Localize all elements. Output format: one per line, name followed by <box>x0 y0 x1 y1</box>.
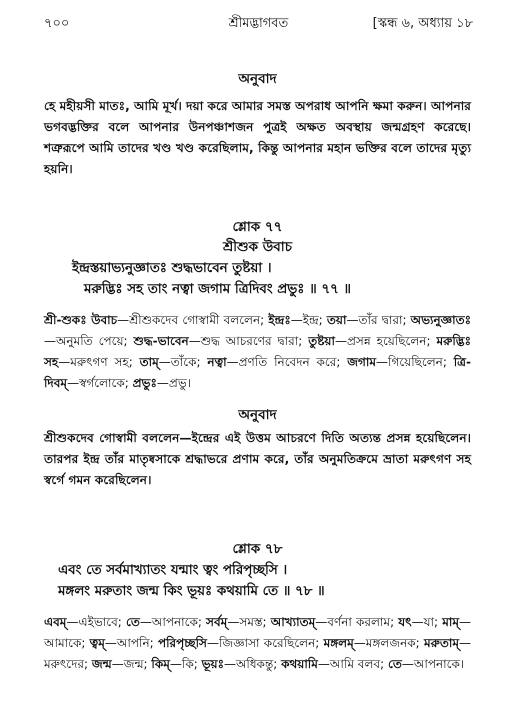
verse-77 <box>44 218 471 491</box>
sanskrit-word: কথয়ামি <box>281 657 318 671</box>
word-meaning: —জন্ম; <box>111 657 152 671</box>
word-meaning: —আপনাকে। <box>401 657 465 671</box>
verse-speaker: শ্রীশুক উবাচ <box>222 239 293 255</box>
word-meaning: —প্রভু। <box>156 376 192 390</box>
verse-line-2: মঙ্গলং মরুতাং জন্ম কিং ভূয়ঃ কথয়ামি তে ॥ ৭৮ ॥ <box>58 584 325 599</box>
word-meaning: —মঙ্গলজনক; <box>353 636 424 650</box>
sanskrit-word: পরিপৃচ্ছসি <box>157 636 207 650</box>
sanskrit-word: তয়া <box>326 313 347 327</box>
sanskrit-word: কিম্ <box>151 657 170 671</box>
sanskrit-word: মাম্ <box>442 615 459 629</box>
sanskrit-word: ত্বম্ <box>89 636 105 650</box>
word-meaning: —অধিকন্তু; <box>224 657 282 671</box>
sanskrit-word: জগাম <box>347 355 377 369</box>
verse-78 <box>44 540 471 675</box>
word-meaning: —আমি বলব; <box>317 657 388 671</box>
word-meaning: —ইন্দ্র; <box>290 313 327 327</box>
word-meaning: —কি; <box>169 657 202 671</box>
verse-line-2: মরুদ্ভিঃ সহ তাং নত্বা জগাম ত্রিদিবং প্রভুঃ ॥ ৭৭ ॥ <box>84 282 351 297</box>
word-meaning: —তাঁকে; <box>158 355 208 369</box>
word-meanings <box>44 310 471 394</box>
word-meanings <box>44 612 471 675</box>
sanskrit-word: ইন্দ্রঃ <box>268 313 291 327</box>
page-number: ৭০০ <box>44 16 70 31</box>
word-meaning: —প্রণতি নিবেদন করে; <box>226 355 348 369</box>
word-meaning: —শ্রীশুকদেব গোস্বামী বললেন; <box>117 313 269 327</box>
sanskrit-word: তে <box>387 657 402 671</box>
verse-text <box>44 258 471 300</box>
word-meaning: —বর্ণনা করলাম; <box>315 615 399 629</box>
sanskrit-word: আখ্যাতম্ <box>270 615 316 629</box>
sanskrit-word: শুদ্ধ-ভাবেন <box>133 334 189 348</box>
verse-heading: শ্লোক ৭৮ <box>232 541 283 557</box>
word-meaning: —সমস্ত; <box>227 615 271 629</box>
verse-line-1: এবং তে সর্বমাখ্যাতং যন্মাং ত্বং পরিপৃচ্ছসি । <box>58 563 288 578</box>
word-meaning: —স্বর্গলোকে; <box>67 376 133 390</box>
word-meaning: —মরুৎদের; <box>44 636 471 671</box>
verse-text <box>44 560 471 602</box>
sanskrit-word: প্রভুঃ <box>132 376 157 390</box>
translation-section-1 <box>44 70 471 180</box>
word-meaning: —এইভাবে; <box>66 615 126 629</box>
word-meaning: —প্রসন্ন হয়েছিলেন; <box>334 334 437 348</box>
word-meaning: —আপনি; <box>104 636 158 650</box>
sanskrit-word: অভ্যনুজ্ঞাতঃ <box>410 313 472 327</box>
verse-line-1: ইন্দ্রস্তয়াভ্যনুজ্ঞাতঃ শুদ্ধভাবেন তুষ্টয়া । <box>72 261 272 276</box>
word-meaning: —আপনাকে; <box>139 615 207 629</box>
sanskrit-word: মরুতাম্ <box>423 636 459 650</box>
word-meaning: —শুদ্ধ আচরণের দ্বারা; <box>188 334 309 348</box>
sanskrit-word: জন্ম <box>91 657 112 671</box>
sanskrit-word: তুষ্টয়া <box>308 334 335 348</box>
sanskrit-word: নত্বা <box>207 355 227 369</box>
book-title: শ্রীমদ্ভাগবত <box>228 16 289 31</box>
word-meaning: —জিজ্ঞাসা করেছিলেন; <box>206 636 324 650</box>
word-meaning: —মরুৎগণ সহ; <box>58 355 140 369</box>
sanskrit-word: তাম্ <box>139 355 159 369</box>
page-header <box>44 14 473 34</box>
sanskrit-word: এবম্ <box>44 615 67 629</box>
translation-text: হে মহীয়সী মাতঃ, আমি মূর্খ। দয়া করে আমার সমস্ত অপরাধ আপনি ক্ষমা করুন। আপনার ভগবদ্ভক্তির বলে আপনার উনপঞ্চাশজন পুত্রই অক্ষত অবস্থায় জন্মগ্রহণ করেছে। শত্রুরূপে আমি তাদের খণ্ড খণ্ড করেছিলাম, কিন্তু আপনার মহান ভক্তির বলে তাদের মৃত্যু হয়নি। <box>44 99 471 176</box>
word-meaning: —গিয়েছিলেন; <box>376 355 454 369</box>
verse-heading: শ্লোক ৭৭ <box>232 219 283 235</box>
translation-text: শ্রীশুকদেব গোস্বামী বললেন—ইন্দ্রের এই উত্তম আচরণে দিতি অত্যন্ত প্রসন্ন হয়েছিলেন। তারপর ইন্দ্র তাঁর মাতৃষ্বসাকে শ্রদ্ধাভরে প্রণাম করে, তাঁর অনুমতিক্রমে ভ্রাতা মরুৎগণ সহ স্বর্গে গমন করেছিলেন। <box>44 431 471 487</box>
word-meaning: —অনুমতি পেয়ে; <box>44 334 134 348</box>
sanskrit-word: মরুদ্ভিঃ সহ <box>44 334 472 369</box>
sanskrit-word: তে <box>125 615 140 629</box>
sanskrit-word: ভূয়ঃ <box>201 657 224 671</box>
sanskrit-word: ত্রি-দিবম্ <box>44 355 471 390</box>
sanskrit-word: সর্বম্ <box>206 615 228 629</box>
word-meaning: —আমাকে; <box>44 615 471 650</box>
sanskrit-word: মঙ্গলম্ <box>323 636 354 650</box>
sanskrit-word: যৎ <box>398 615 412 629</box>
translation-heading: অনুবাদ <box>238 407 277 423</box>
chapter-reference: [স্কন্ধ ৬, অধ্যায় ১৮ <box>372 16 473 31</box>
sanskrit-word: শ্রী-শুকঃ উবাচ <box>44 313 118 327</box>
word-meaning: —তাঁর দ্বারা; <box>346 313 411 327</box>
word-meaning: —যা; <box>411 615 443 629</box>
section-heading: অনুবাদ <box>238 71 277 87</box>
